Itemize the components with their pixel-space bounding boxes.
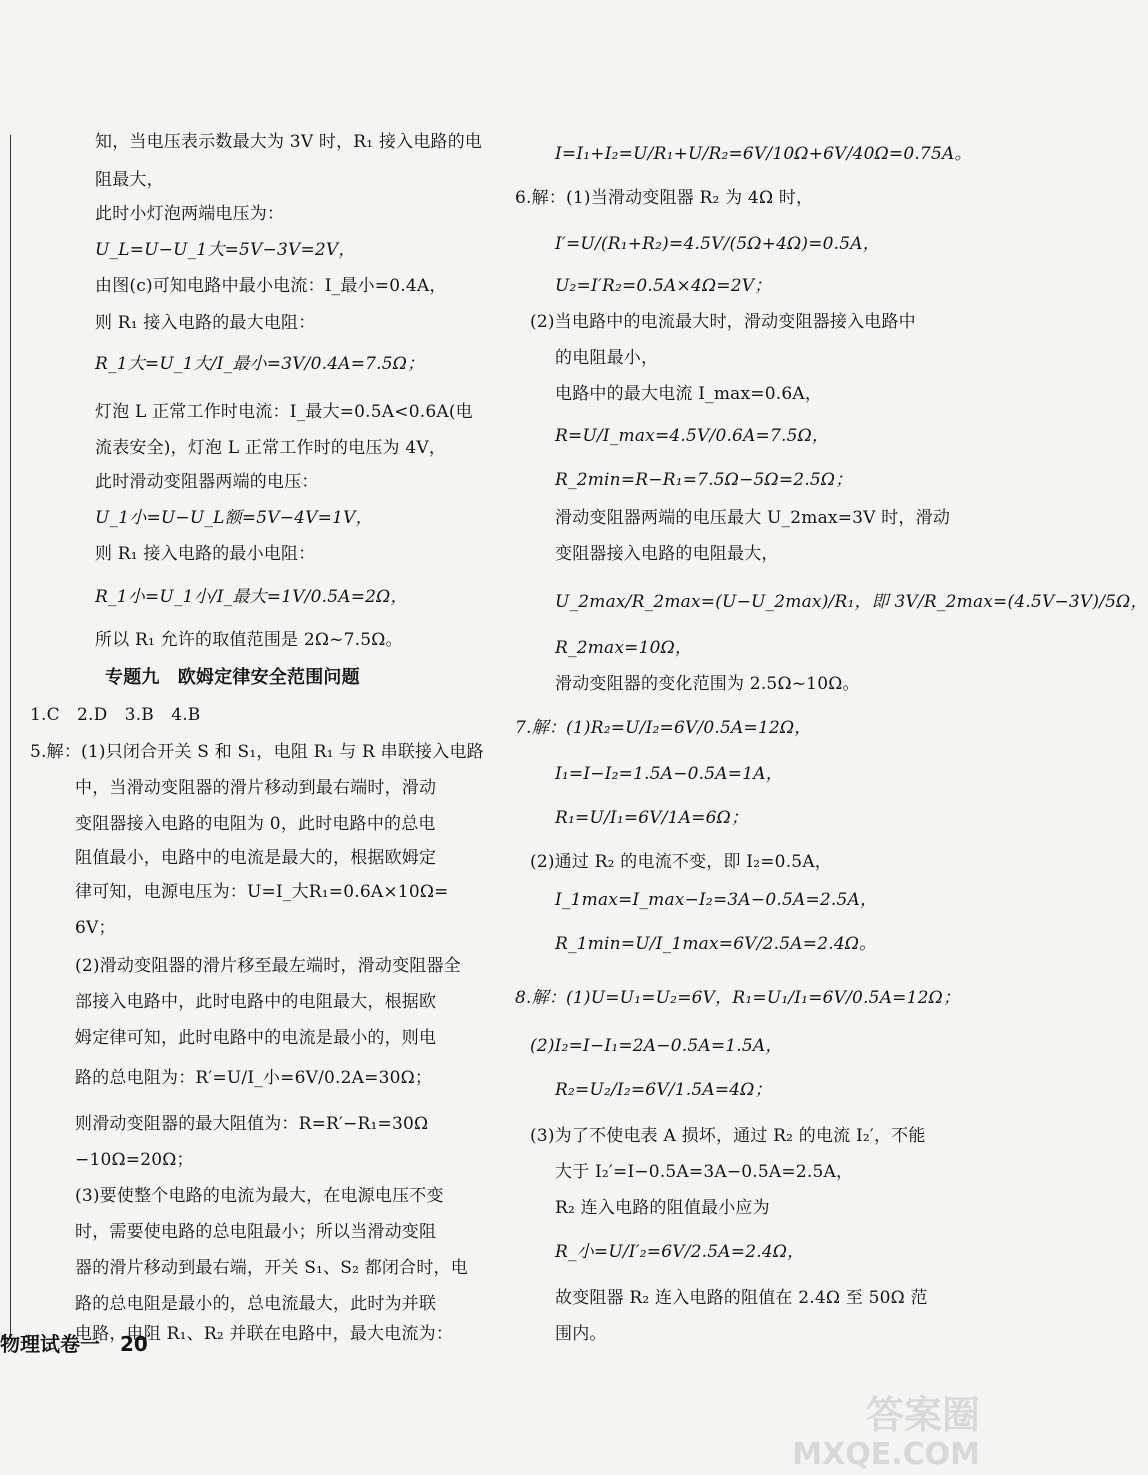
text-line: −10Ω=20Ω； — [75, 1150, 194, 1170]
text-line: (2)通过 R₂ 的电流不变，即 I₂=0.5A， — [530, 852, 832, 872]
text-line: 5.解：(1)只闭合开关 S 和 S₁，电阻 R₁ 与 R 串联接入电路 — [30, 742, 484, 762]
text-line: (2)滑动变阻器的滑片移至最左端时，滑动变阻器全 — [75, 956, 461, 976]
equation-line: U_2max/R_2max=(U−U_2max)/R₁，即 3V/R_2max=(4.5V−3V)/5Ω， — [555, 592, 1148, 612]
text-line: 中，当滑动变阻器的滑片移动到最右端时，滑动 — [75, 778, 437, 798]
text-line: 知，当电压表示数最大为 3V 时，R₁ 接入电路的电 — [95, 132, 483, 152]
text-line: 此时滑动变阻器两端的电压： — [95, 472, 319, 492]
watermark-url: MXQE.COM — [792, 1437, 980, 1472]
equation-line: 7.解：(1)R₂=U/I₂=6V/0.5A=12Ω， — [515, 718, 812, 738]
right-column — [500, 0, 1148, 1471]
text-line: 律可知，电源电压为：U=I_大R₁=0.6A×10Ω= — [75, 882, 449, 902]
text-line: 大于 I₂′=I−0.5A=3A−0.5A=2.5A， — [555, 1162, 854, 1182]
text-line: 变阻器接入电路的电阻为 0，此时电路中的总电 — [75, 814, 436, 834]
equation-line: 8.解：(1)U=U₁=U₂=6V，R₁=U₁/I₁=6V/0.5A=12Ω； — [515, 988, 961, 1008]
watermark — [792, 1395, 980, 1475]
equation-line: R=U/I_max=4.5V/0.6A=7.5Ω， — [555, 426, 830, 446]
equation-line: R_1小=U_1小/I_最大=1V/0.5A=2Ω， — [95, 587, 408, 607]
equation-line: I₁=I−I₂=1.5A−0.5A=1A， — [555, 764, 783, 784]
text-line: 阻值最小，电路中的电流是最大的，根据欧姆定 — [75, 848, 437, 868]
equation-line: (2)I₂=I−I₁=2A−0.5A=1.5A， — [530, 1036, 783, 1056]
text-line: (2)当电路中的电流最大时，滑动变阻器接入电路中 — [530, 312, 916, 332]
text-line: 流表安全)，灯泡 L 正常工作时的电压为 4V， — [95, 438, 447, 458]
text-line: 则滑动变阻器的最大阻值为：R=R′−R₁=30Ω — [75, 1114, 429, 1134]
text-line: 器的滑片移动到最右端，开关 S₁、S₂ 都闭合时，电 — [75, 1258, 468, 1278]
equation-line: R_2min=R−R₁=7.5Ω−5Ω=2.5Ω； — [555, 470, 853, 490]
page-footer: 物理试卷一 20 — [0, 1332, 148, 1356]
equation-line: I=I₁+I₂=U/R₁+U/R₂=6V/10Ω+6V/40Ω=0.75A。 — [555, 144, 972, 164]
text-line: 由图(c)可知电路中最小电流：I_最小=0.4A， — [95, 276, 447, 296]
equation-line: I′=U/(R₁+R₂)=4.5V/(5Ω+4Ω)=0.5A， — [555, 234, 880, 254]
text-line: (3)为了不使电表 A 损坏，通过 R₂ 的电流 I₂′，不能 — [530, 1126, 926, 1146]
text-line: R₂ 连入电路的阻值最小应为 — [555, 1198, 770, 1218]
text-line: 灯泡 L 正常工作时电流：I_最大=0.5A<0.6A(电 — [95, 402, 473, 422]
text-line: 所以 R₁ 允许的取值范围是 2Ω~7.5Ω。 — [95, 630, 403, 650]
equation-line: R_2max=10Ω， — [555, 638, 693, 658]
left-column — [0, 0, 490, 1471]
answer-line: 1.C 2.D 3.B 4.B — [30, 705, 201, 725]
equation-line: U_1小=U−U_L额=5V−4V=1V， — [95, 508, 373, 528]
text-line: 路的总电阻是最小的，总电流最大，此时为并联 — [75, 1294, 437, 1314]
text-line: 阻最大， — [95, 170, 164, 190]
equation-line: R_1min=U/I_1max=6V/2.5A=2.4Ω。 — [555, 934, 877, 954]
text-line: 6.解：(1)当滑动变阻器 R₂ 为 4Ω 时， — [515, 188, 814, 208]
equation-line: R₁=U/I₁=6V/1A=6Ω； — [555, 808, 749, 828]
text-line: 的电阻最小， — [555, 348, 659, 368]
text-line: 故变阻器 R₂ 连入电路的阻值在 2.4Ω 至 50Ω 范 — [555, 1288, 928, 1308]
text-line: 姆定律可知，此时电路中的电流是最小的，则电 — [75, 1028, 437, 1048]
text-line: 围内。 — [555, 1324, 607, 1344]
equation-line: U_L=U−U_1大=5V−3V=2V， — [95, 240, 356, 260]
text-line: 电路，电阻 R₁、R₂ 并联在电路中，最大电流为： — [75, 1324, 454, 1344]
equation-line: R_1大=U_1大/I_最小=3V/0.4A=7.5Ω； — [95, 354, 425, 374]
text-line: 滑动变阻器两端的电压最大 U_2max=3V 时，滑动 — [555, 508, 951, 528]
text-line: 则 R₁ 接入电路的最小电阻： — [95, 544, 316, 564]
text-line: (3)要使整个电路的电流为最大，在电源电压不变 — [75, 1186, 444, 1206]
equation-line: I_1max=I_max−I₂=3A−0.5A=2.5A， — [555, 890, 878, 910]
equation-line: R₂=U₂/I₂=6V/1.5A=4Ω； — [555, 1080, 772, 1100]
equation-line: U₂=I′R₂=0.5A×4Ω=2V； — [555, 276, 772, 296]
equation-line: R_小=U/I′₂=6V/2.5A=2.4Ω， — [555, 1242, 805, 1262]
text-line: 路的总电阻为：R′=U/I_小=6V/0.2A=30Ω； — [75, 1068, 433, 1088]
text-line: 电路中的最大电流 I_max=0.6A， — [555, 384, 823, 404]
text-line: 时，需要使电路的总电阻最小；所以当滑动变阻 — [75, 1222, 437, 1242]
text-line: 则 R₁ 接入电路的最大电阻： — [95, 313, 316, 333]
watermark-logo-text: 答案圈 — [865, 1393, 980, 1437]
text-line: 此时小灯泡两端电压为： — [95, 204, 285, 224]
text-line: 部接入电路中，此时电路中的电阻最大，根据欧 — [75, 992, 437, 1012]
section-heading: 专题九 欧姆定律安全范围问题 — [105, 667, 360, 688]
text-line: 6V； — [75, 918, 116, 938]
text-line: 滑动变阻器的变化范围为 2.5Ω~10Ω。 — [555, 674, 860, 694]
text-line: 变阻器接入电路的电阻最大， — [555, 544, 779, 564]
